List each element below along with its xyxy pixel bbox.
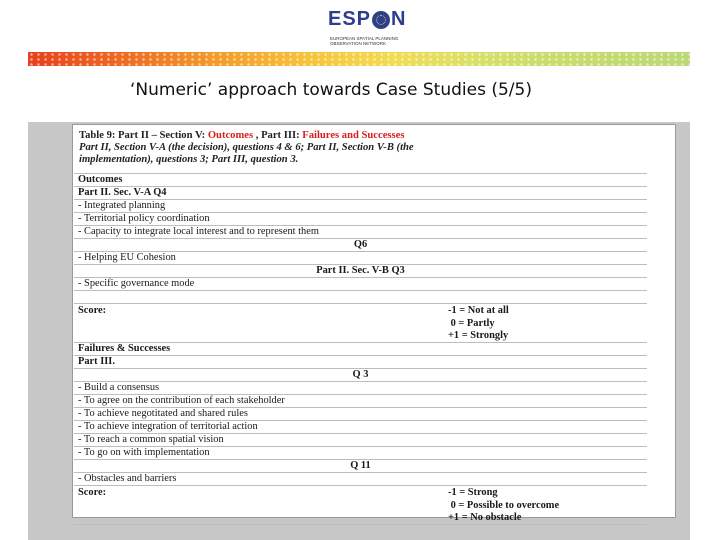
table-document: [72, 124, 676, 523]
slide: [28, 0, 690, 540]
table-row: - Territorial policy coordination: [74, 212, 647, 225]
table-row: - Build a consensus: [74, 381, 647, 394]
logo-subtitle: EUROPEAN SPATIAL PLANNING OBSERVATION NETWORK: [330, 36, 399, 46]
slide-title: ‘Numeric’ approach towards Case Studies (5/5): [130, 80, 532, 100]
caption-line-3: implementation), questions 3; Part III, question 3.: [79, 154, 299, 165]
caption-failures: Failures and Successes: [302, 130, 405, 141]
left-margin: [0, 0, 28, 540]
table-row-q11: Q 11: [74, 459, 647, 472]
table-row-outcomes: Outcomes: [74, 173, 647, 186]
caption-outcomes: Outcomes: [207, 130, 254, 141]
table-row: - To go on with implementation: [74, 446, 647, 459]
decorative-map-texture: [28, 52, 690, 66]
logo-text-n: N: [391, 8, 407, 30]
score-label: Score:: [78, 305, 107, 316]
table-row-spacer: [74, 290, 647, 303]
score-legend: -1 = Not at all 0 = Partly +1 = Strongly: [448, 305, 509, 341]
table-row-failures-successes: Failures & Successes: [74, 342, 647, 355]
table-row: - To reach a common spatial vision: [74, 433, 647, 446]
right-margin: [690, 0, 720, 540]
caption-middle: , Part III:: [253, 130, 303, 141]
table-row: - Obstacles and barriers: [74, 472, 647, 485]
table-row: - To achieve integration of territorial action: [74, 420, 647, 433]
table-row-part-iii: Part III.: [74, 355, 647, 368]
table-rows: [74, 173, 647, 525]
table-row: - Integrated planning: [74, 199, 647, 212]
espon-logo: [328, 8, 408, 50]
table-row-section-vb-q3: Part II. Sec. V-B Q3: [74, 264, 647, 277]
eu-globe-icon: [372, 11, 390, 29]
table-row-q6: Q6: [74, 238, 647, 251]
table-row: - Helping EU Cohesion: [74, 251, 647, 264]
logo-wordmark: [328, 8, 406, 31]
caption-prefix: Table 9: Part II – Section V:: [79, 130, 208, 141]
table-row-section-va-q4: Part II. Sec. V-A Q4: [74, 186, 647, 199]
table-row: - Specific governance mode: [74, 277, 647, 290]
caption-line-1: [79, 130, 669, 142]
table-row: - Capacity to integrate local interest and to represent them: [74, 225, 647, 238]
table-row-score-outcomes: [74, 303, 647, 342]
slide-header: [28, 0, 690, 52]
table-caption: [79, 130, 669, 166]
score-legend: -1 = Strong 0 = Possible to overcome +1 = No obstacle: [448, 487, 560, 523]
table-row-q3: Q 3: [74, 368, 647, 381]
score-label: Score:: [78, 487, 107, 498]
caption-line-2: Part II, Section V-A (the decision), questions 4 & 6; Part II, Section V-B (the: [79, 142, 414, 153]
table-row-score-failures: [74, 485, 647, 524]
table-row: - To achieve negotitated and shared rules: [74, 407, 647, 420]
table-row: - To agree on the contribution of each stakeholder: [74, 394, 647, 407]
logo-text-esp: ESP: [328, 8, 372, 30]
